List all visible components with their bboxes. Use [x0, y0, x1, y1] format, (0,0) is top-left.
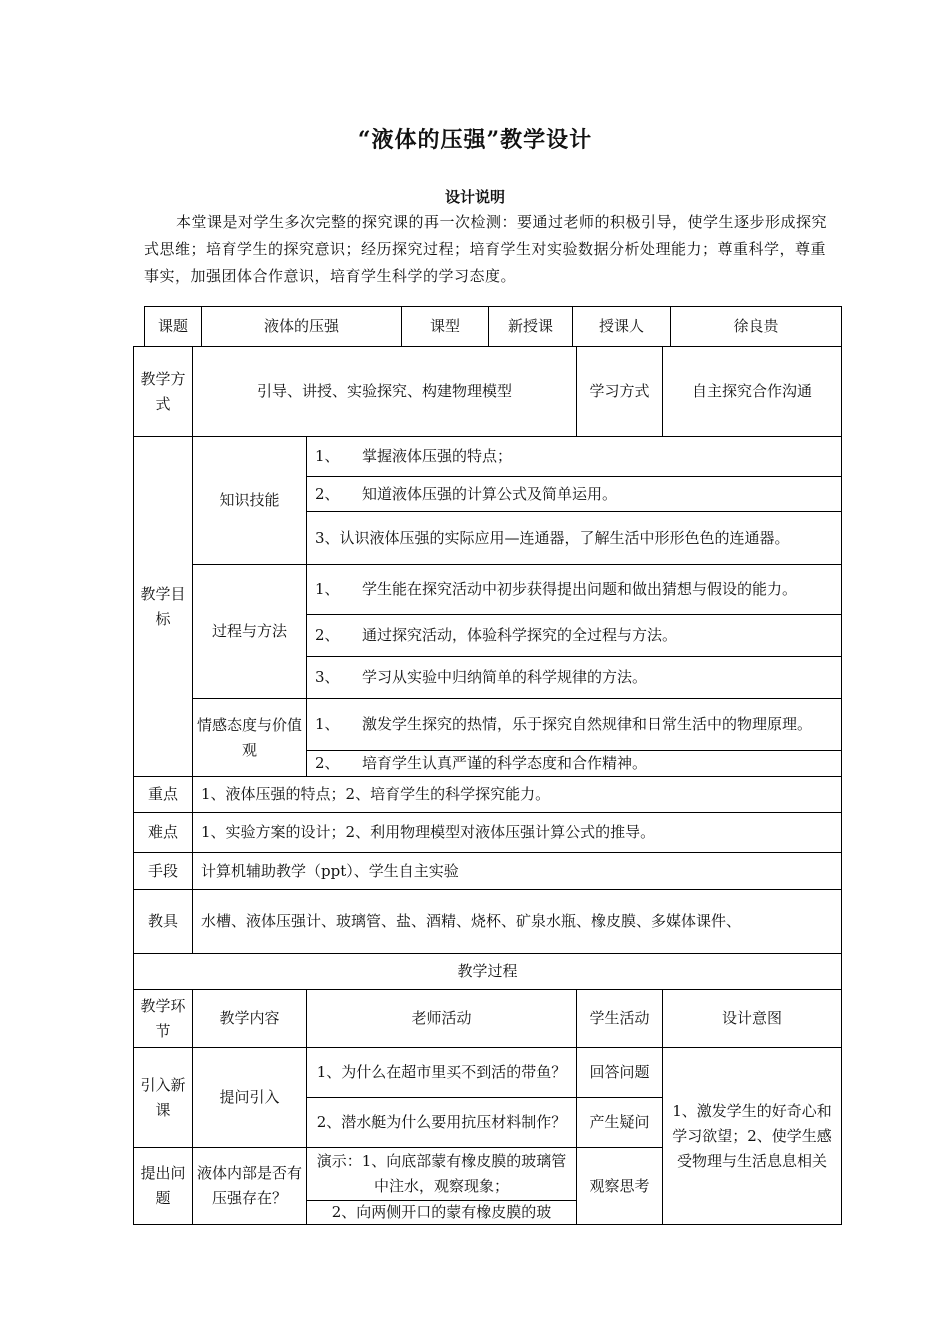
type-label: 课型 — [402, 307, 489, 347]
lesson-table — [133, 346, 842, 1225]
emotion-item: 1、 激发学生探究的热情，乐于探究自然规律和日常生活中的物理原理。 — [307, 699, 842, 751]
header-table — [144, 306, 842, 347]
teacher-label: 授课人 — [573, 307, 671, 347]
column-header: 教学内容 — [193, 990, 307, 1048]
means-label: 手段 — [134, 853, 193, 890]
means-value: 计算机辅助教学（ppt）、学生自主实验 — [193, 853, 842, 890]
topic-label: 课题 — [145, 307, 202, 347]
method-label: 教学方式 — [134, 347, 193, 437]
process-item: 2、 通过探究活动，体验科学探究的全过程与方法。 — [307, 615, 842, 657]
student-activity: 观察思考 — [577, 1148, 663, 1225]
column-header: 学生活动 — [577, 990, 663, 1048]
stage-content: 液体内部是否有压强存在？ — [193, 1148, 307, 1225]
topic-value: 液体的压强 — [202, 307, 402, 347]
process-item: 3、 学习从实验中归纳简单的科学规律的方法。 — [307, 657, 842, 699]
student-activity: 回答问题 — [577, 1048, 663, 1098]
teacher-activity: 2、向两侧开口的蒙有橡皮膜的玻 — [307, 1201, 577, 1225]
difficulty-value: 1、实验方案的设计；2、利用物理模型对液体压强计算公式的推导。 — [193, 813, 842, 853]
goals-label: 教学目标 — [134, 437, 193, 777]
design-note-heading: 设计说明 — [444, 188, 505, 206]
type-value: 新授课 — [489, 307, 573, 347]
knowledge-item: 2、 知道液体压强的计算公式及简单运用。 — [307, 477, 842, 512]
column-header: 老师活动 — [307, 990, 577, 1048]
method-value: 引导、讲授、实验探究、构建物理模型 — [193, 347, 577, 437]
key-point-label: 重点 — [134, 777, 193, 813]
teacher-value: 徐良贵 — [671, 307, 842, 347]
tools-value: 水槽、液体压强计、玻璃管、盐、酒精、烧杯、矿泉水瓶、橡皮膜、多媒体课件、 — [193, 890, 842, 954]
design-intent: 1、激发学生的好奇心和学习欲望；2、使学生感受物理与生活息息相关 — [663, 1048, 842, 1225]
stage-name: 引入新课 — [134, 1048, 193, 1148]
process-label: 过程与方法 — [193, 565, 307, 699]
column-header: 教学环节 — [134, 990, 193, 1048]
knowledge-item: 1、 掌握液体压强的特点； — [307, 437, 842, 477]
knowledge-label: 知识技能 — [193, 437, 307, 565]
teacher-activity: 2、潜水艇为什么要用抗压材料制作？ — [307, 1098, 577, 1148]
emotion-label: 情感态度与价值观 — [193, 699, 307, 777]
knowledge-item: 3、认识液体压强的实际应用—连通器，了解生活中形形色色的连通器。 — [307, 512, 842, 565]
teacher-activity: 演示：1、向底部蒙有橡皮膜的玻璃管中注水，观察现象； — [307, 1148, 577, 1201]
process-heading: 教学过程 — [134, 954, 842, 990]
tools-label: 教具 — [134, 890, 193, 954]
difficulty-label: 难点 — [134, 813, 193, 853]
emotion-item: 2、 培育学生认真严谨的科学态度和合作精神。 — [307, 751, 842, 777]
student-activity: 产生疑问 — [577, 1098, 663, 1148]
key-point-value: 1、液体压强的特点；2、培育学生的科学探究能力。 — [193, 777, 842, 813]
teacher-activity: 1、为什么在超市里买不到活的带鱼？ — [307, 1048, 577, 1098]
learn-label: 学习方式 — [577, 347, 663, 437]
stage-name: 提出问题 — [134, 1148, 193, 1225]
column-header: 设计意图 — [663, 990, 842, 1048]
design-note-body: 本堂课是对学生多次完整的探究课的再一次检测：要通过老师的积极引导，使学生逐步形成探究式思维；培育学生的探究意识；经历探究过程；培育学生对实验数据分析处理能力；尊重科学，尊重事实，加强团体合作意识，培育学生科学的学习态度。 — [144, 213, 828, 285]
learn-value: 自主探究合作沟通 — [663, 347, 842, 437]
process-item: 1、 学生能在探究活动中初步获得提出问题和做出猜想与假设的能力。 — [307, 565, 842, 615]
stage-content: 提问引入 — [193, 1048, 307, 1148]
page-title: “液体的压强”教学设计 — [357, 127, 593, 153]
